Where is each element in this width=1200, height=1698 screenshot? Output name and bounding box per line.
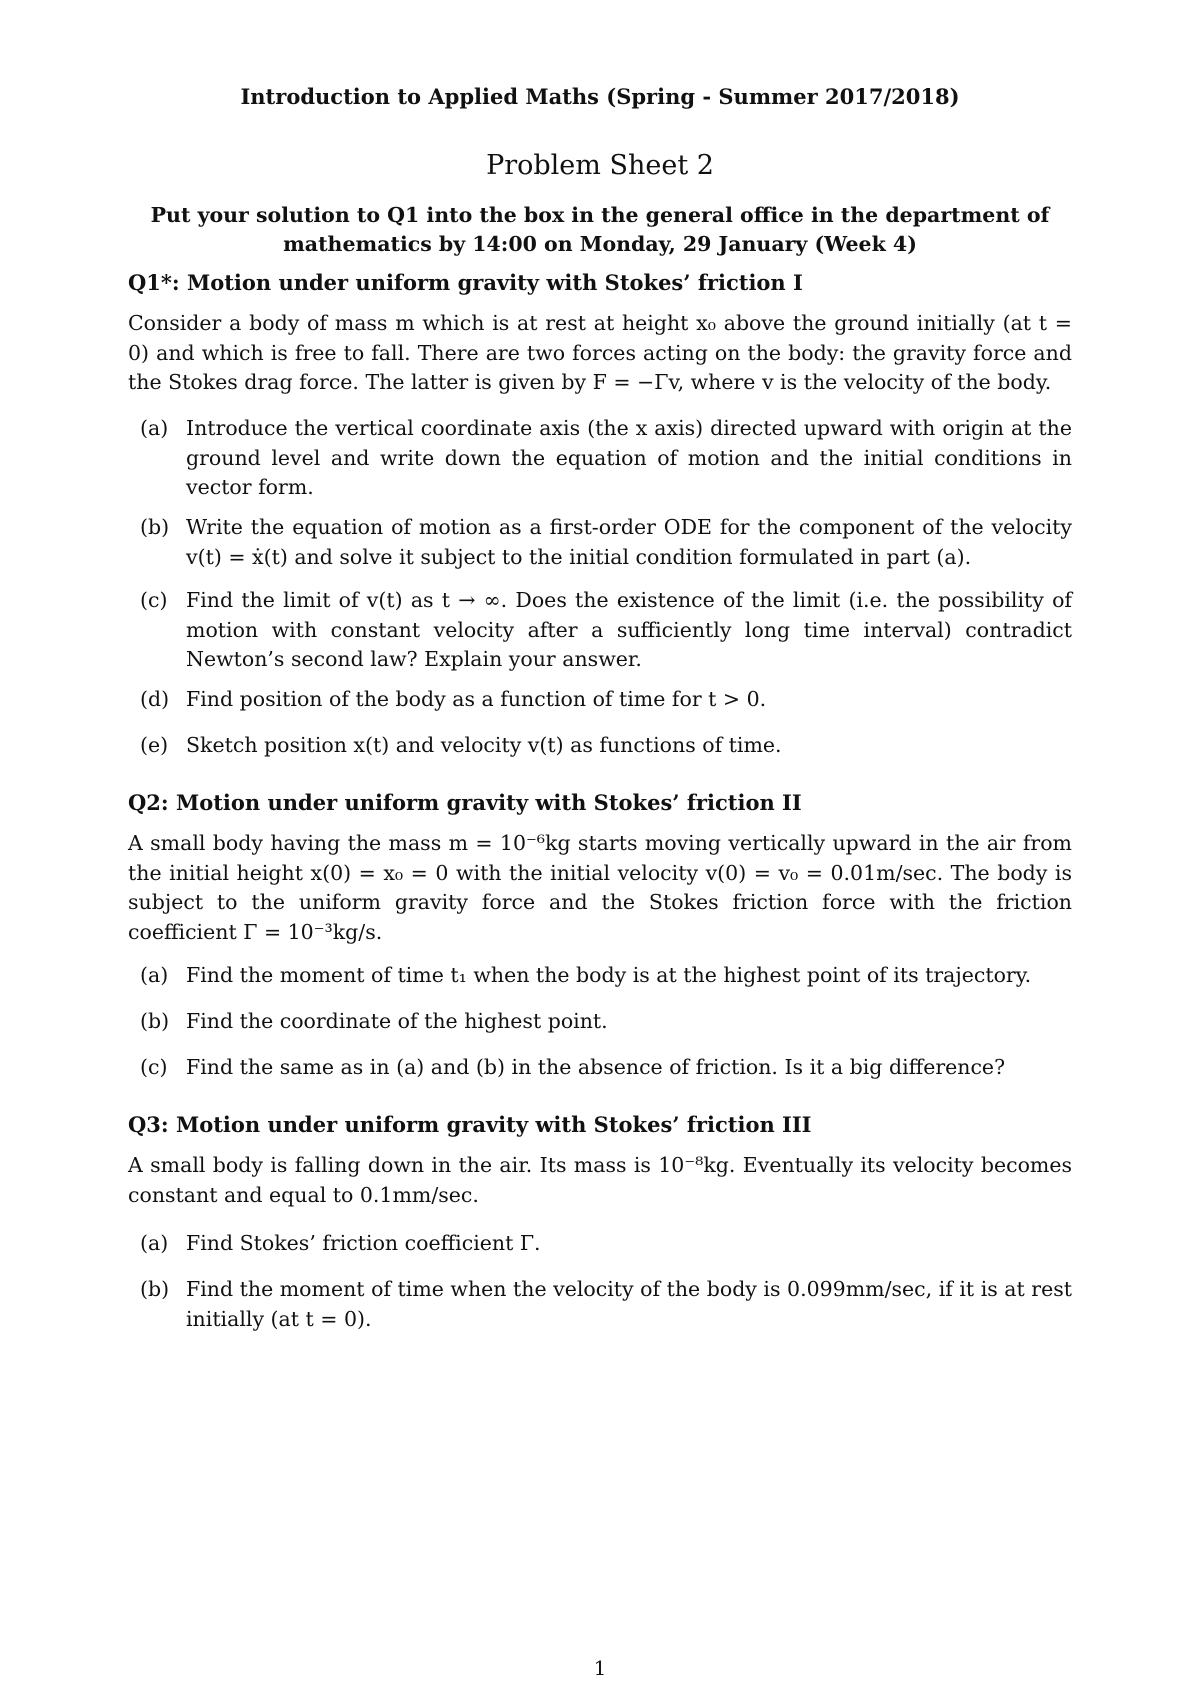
q2-intro: A small body having the mass m = 10⁻⁶kg starts moving vertically upward in the air from the initial height x(0) = x₀ = 0 with the initial velocity v(0) = v₀ = 0.01m/sec. The body is subject to the uniform gravity force and the Stokes friction force with the friction coefficient Γ = 10⁻³kg/s.: [128, 831, 1072, 944]
part-text: Find the limit of v(t) as t → ∞. Does the existence of the limit (i.e. the possibility of motion with constant velocity after a sufficiently long time interval) contradict Newton’s second law? Explain your answer.: [186, 588, 1072, 671]
part-text: Write the equation of motion as a first-order ODE for the component of the velocity v(t) = ẋ(t) and solve it subject to the initial condition formulated in part (a).: [186, 515, 1072, 569]
part-text: Sketch position x(t) and velocity v(t) as functions of time.: [186, 733, 782, 757]
part-label: (c): [140, 1055, 168, 1079]
part-label: (b): [140, 1009, 170, 1033]
part-text: Introduce the vertical coordinate axis (the x axis) directed upward with origin at the ground level and write down the equation of motion and the initial conditions in vector form.: [186, 416, 1072, 499]
part-text: Find Stokes’ friction coefficient Γ.: [186, 1231, 541, 1255]
q1-part-e: [140, 731, 1072, 761]
q2-part-c: [140, 1053, 1072, 1083]
part-label: (a): [140, 1231, 169, 1255]
part-label: (c): [140, 588, 168, 612]
part-label: (a): [140, 416, 169, 440]
q3-part-b: [140, 1275, 1072, 1334]
q1-heading: Q1*: Motion under uniform gravity with Stokes’ friction I: [128, 270, 803, 295]
q2-heading: Q2: Motion under uniform gravity with Stokes’ friction II: [128, 790, 802, 815]
part-label: (d): [140, 687, 170, 711]
q3-heading: Q3: Motion under uniform gravity with Stokes’ friction III: [128, 1112, 812, 1137]
part-text: Find the coordinate of the highest point.: [186, 1009, 608, 1033]
q1-part-c: [140, 586, 1072, 675]
part-label: (a): [140, 963, 169, 987]
q2-part-a: [140, 961, 1072, 991]
part-text: Find the moment of time t₁ when the body is at the highest point of its trajectory.: [186, 963, 1032, 987]
q1-intro: Consider a body of mass m which is at rest at height x₀ above the ground initially (at t = 0) and which is free to fall. There are two forces acting on the body: the gravity force and the Stokes drag force. The latter is given by F = −Γv, where v is the velocity of the body.: [128, 311, 1072, 394]
submission-instruction: Put your solution to Q1 into the box in the general office in the department of mathematics by 14:00 on Monday, 29 January (Week 4): [150, 203, 1050, 256]
q1-part-b: [140, 513, 1072, 572]
course-title: Introduction to Applied Maths (Spring - Summer 2017/2018): [240, 84, 960, 109]
part-label: (e): [140, 733, 169, 757]
part-label: (b): [140, 1277, 170, 1301]
q2-part-b: [140, 1007, 1072, 1037]
part-label: (b): [140, 515, 170, 539]
q1-part-a: [140, 414, 1072, 503]
q3-intro: A small body is falling down in the air. Its mass is 10⁻⁸kg. Eventually its velocity becomes constant and equal to 0.1mm/sec.: [128, 1153, 1072, 1207]
sheet-title: Problem Sheet 2: [486, 150, 714, 181]
part-text: Find the moment of time when the velocity of the body is 0.099mm/sec, if it is at rest initially (at t = 0).: [186, 1277, 1072, 1331]
q3-part-a: [140, 1229, 1072, 1259]
q1-part-d: [140, 685, 1072, 715]
part-text: Find the same as in (a) and (b) in the absence of friction. Is it a big difference?: [186, 1055, 1006, 1079]
page-number: 1: [593, 1656, 607, 1680]
part-text: Find position of the body as a function of time for t > 0.: [186, 687, 767, 711]
